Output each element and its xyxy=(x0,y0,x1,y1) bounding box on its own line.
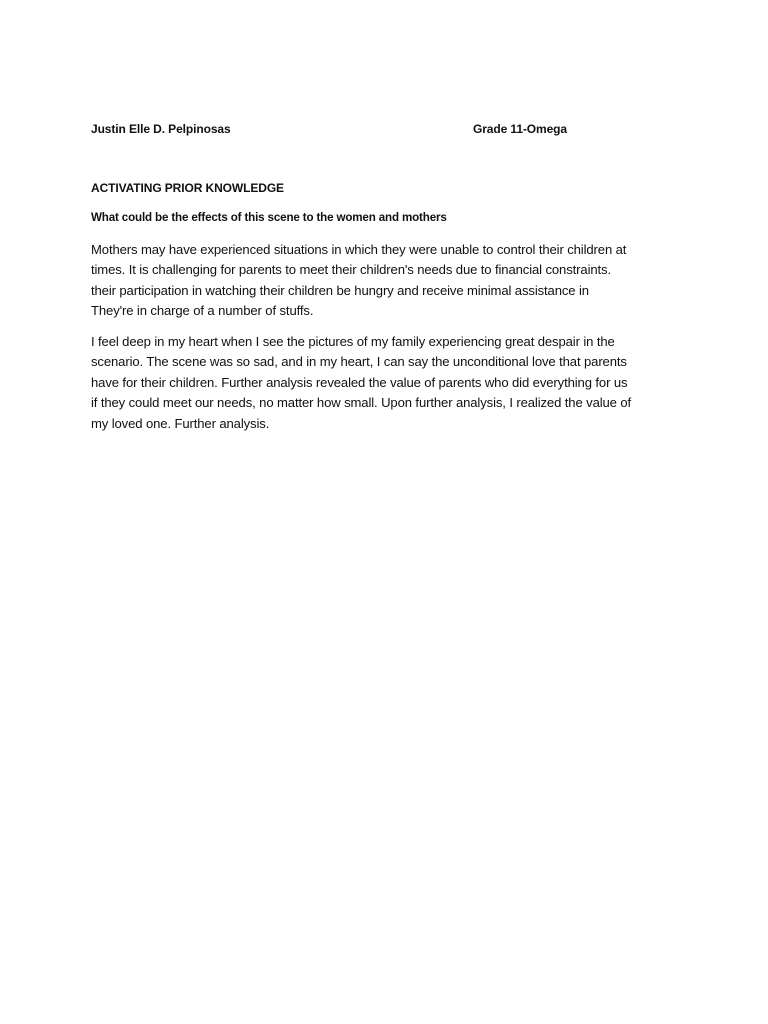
paragraph-line: I feel deep in my heart when I see the pictures of my family experiencing great despair in the xyxy=(91,334,615,349)
paragraph-line: They're in charge of a number of stuffs. xyxy=(91,303,314,319)
answer-paragraph-1 xyxy=(91,240,691,322)
paragraph-line: times. It is challenging for parents to meet their children's needs due to financial constraints. xyxy=(91,262,611,278)
section-heading: ACTIVATING PRIOR KNOWLEDGE xyxy=(91,181,284,195)
paragraph-line: their participation in watching their children be hungry and receive minimal assistance in xyxy=(91,282,589,298)
paragraph-line: my loved one. Further analysis. xyxy=(91,415,270,431)
grade-section: Grade 11-Omega xyxy=(473,122,567,136)
paragraph-line: if they could meet our needs, no matter how small. Upon further analysis, I realized the value of xyxy=(91,395,632,411)
answer-paragraph-2 xyxy=(91,332,691,434)
document-header xyxy=(91,122,691,142)
paragraph-line: Mothers may have experienced situations in which they were unable to control their children at xyxy=(91,242,627,257)
question-prompt: What could be the effects of this scene to the women and mothers xyxy=(91,211,447,224)
student-name: Justin Elle D. Pelpinosas xyxy=(91,122,231,136)
paragraph-line: have for their children. Further analysis revealed the value of parents who did everything for us xyxy=(91,374,628,390)
paragraph-line: scenario. The scene was so sad, and in my heart, I can say the unconditional love that parents xyxy=(91,354,627,370)
